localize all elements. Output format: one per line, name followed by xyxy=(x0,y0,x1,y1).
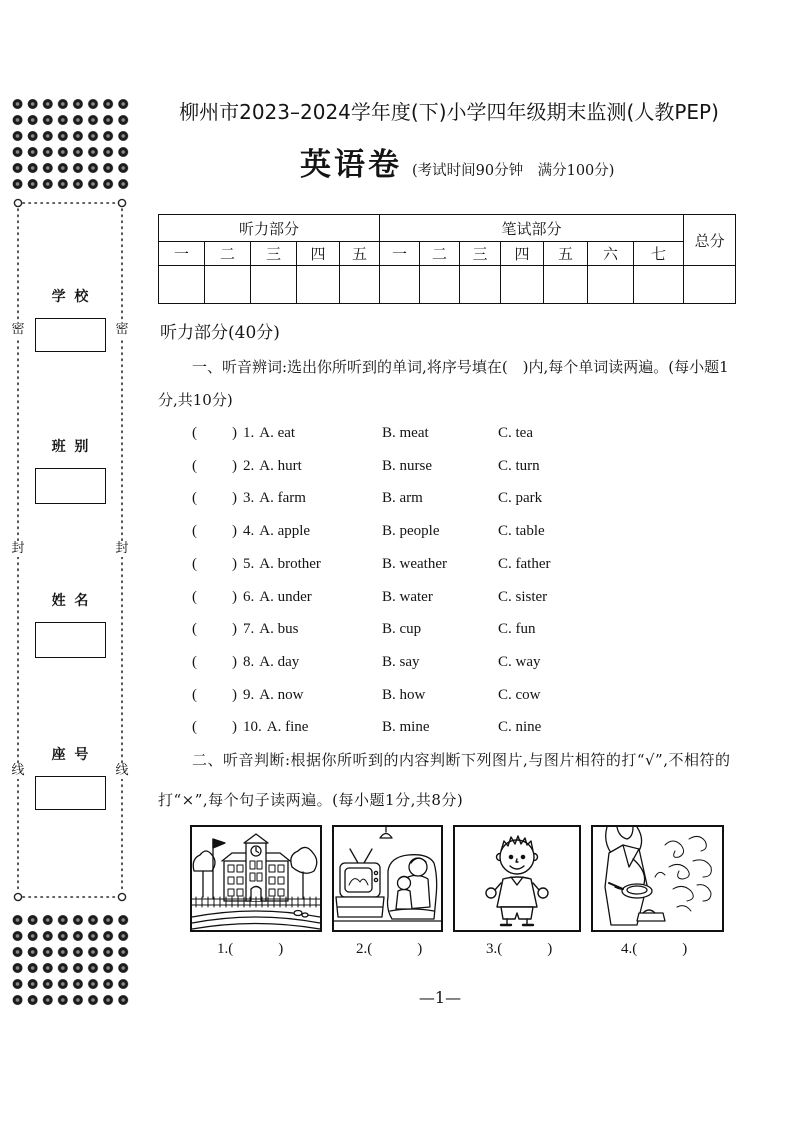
score-cell xyxy=(634,266,684,304)
boy xyxy=(486,836,548,925)
option-b: B. arm xyxy=(382,490,423,507)
answer-bracket-open: ( xyxy=(192,555,197,572)
listening-col-header: 二 xyxy=(205,242,251,266)
writing-col-header: 五 xyxy=(544,242,588,266)
option-b: B. how xyxy=(382,686,426,703)
option-a: A. farm xyxy=(259,490,306,507)
option-c: C. tea xyxy=(498,425,533,441)
option-a: A. day xyxy=(259,653,300,670)
score-entry-row xyxy=(159,266,736,304)
score-cell xyxy=(460,266,501,304)
total-score-cell xyxy=(684,266,736,304)
question-number: 10. xyxy=(243,719,262,736)
listening-col-header: 一 xyxy=(159,242,205,266)
part1-instruction: 一、听音辨词:选出你所听到的单词,将序号填在( )内,每个单词读两遍。(每小题1分,共10分) xyxy=(158,358,729,409)
flag xyxy=(213,839,225,899)
question-number: 4. xyxy=(243,523,255,540)
woman-cooking xyxy=(605,827,647,925)
question-number-and-option-a xyxy=(243,450,302,483)
writing-col-header: 一 xyxy=(380,242,420,266)
question-row xyxy=(0,646,794,679)
answer-bracket-close: ) xyxy=(232,588,237,605)
option-a: A. apple xyxy=(259,523,311,540)
option-a: A. hurt xyxy=(259,457,302,474)
option-a: A. bus xyxy=(259,621,299,638)
answer-bracket-close: ) xyxy=(232,425,237,441)
seal-mark-xian-right: 线 xyxy=(115,763,129,778)
question-row xyxy=(0,581,794,614)
seal-mark-feng-right: 封 xyxy=(115,541,129,556)
clock-icon xyxy=(251,846,261,856)
writing-section-header: 笔试部分 xyxy=(380,215,684,242)
question-row xyxy=(0,482,794,515)
option-b: B. people xyxy=(382,523,440,540)
rocks xyxy=(294,911,308,918)
question-number-and-option-a xyxy=(243,581,312,614)
listening-col-header: 三 xyxy=(251,242,297,266)
picture-4-answer-label: 4.( ) xyxy=(621,941,688,957)
page-number: —1— xyxy=(418,988,462,1007)
question-number: 6. xyxy=(243,588,255,605)
option-c: C. cow xyxy=(498,686,541,703)
television xyxy=(340,849,380,897)
tree-right xyxy=(291,847,317,899)
answer-bracket-open: ( xyxy=(192,588,197,605)
answer-bracket-open: ( xyxy=(192,621,197,638)
picture-1-answer-label: 1.( ) xyxy=(217,941,284,957)
score-cell xyxy=(501,266,544,304)
question-number-and-option-a xyxy=(243,646,299,679)
writing-col-header: 六 xyxy=(588,242,634,266)
child xyxy=(396,877,412,910)
option-a: A. under xyxy=(259,588,312,605)
question-row xyxy=(0,548,794,581)
score-cell xyxy=(380,266,420,304)
name-label: 姓 名 xyxy=(51,593,91,609)
tree-left xyxy=(193,851,215,897)
question-row xyxy=(0,417,794,450)
answer-bracket-open: ( xyxy=(192,719,197,736)
option-a: A. brother xyxy=(259,555,321,572)
option-c: C. park xyxy=(498,490,543,507)
question-number: 1. xyxy=(243,425,255,441)
writing-col-header: 七 xyxy=(634,242,684,266)
score-cell xyxy=(340,266,380,304)
option-b: B. nurse xyxy=(382,457,432,474)
stove xyxy=(637,910,665,921)
question-number-and-option-a xyxy=(243,679,303,712)
question-row xyxy=(0,450,794,483)
score-cell xyxy=(159,266,205,304)
answer-bracket-open: ( xyxy=(192,653,197,670)
question-row xyxy=(0,515,794,548)
answer-bracket-close: ) xyxy=(232,686,237,703)
picture-3-answer-label: 3.( ) xyxy=(486,941,553,957)
picture-boy xyxy=(453,825,581,932)
option-b: B. say xyxy=(382,653,420,670)
seat-number-label: 座 号 xyxy=(51,747,91,763)
school-field-box xyxy=(35,318,106,352)
subject-title: 英语卷 xyxy=(300,147,402,183)
picture-school xyxy=(190,825,322,932)
answer-bracket-close: ) xyxy=(232,719,237,736)
writing-col-header: 三 xyxy=(460,242,501,266)
question-number-and-option-a xyxy=(243,548,321,581)
answer-bracket-close: ) xyxy=(232,653,237,670)
answer-bracket-open: ( xyxy=(192,425,197,441)
score-table-header-row xyxy=(159,215,736,242)
picture-watching-tv xyxy=(332,825,443,932)
question-row xyxy=(0,613,794,646)
ceiling-lamp xyxy=(380,827,392,838)
question-row xyxy=(0,679,794,712)
class-label: 班 别 xyxy=(51,439,91,455)
score-cell xyxy=(588,266,634,304)
option-c: C. sister xyxy=(498,588,548,605)
question-number-and-option-a xyxy=(243,417,295,450)
listening-col-header: 五 xyxy=(340,242,380,266)
seat-number-field-box xyxy=(35,776,106,810)
smoke xyxy=(655,836,711,911)
option-a: A. eat xyxy=(259,425,296,441)
seal-mark-xian-left: 线 xyxy=(11,763,25,778)
answer-bracket-close: ) xyxy=(232,621,237,638)
question-number: 8. xyxy=(243,653,255,670)
option-b: B. weather xyxy=(382,555,447,572)
option-c: C. fun xyxy=(498,621,536,638)
total-score-header: 总分 xyxy=(684,215,736,266)
question-number-and-option-a xyxy=(243,613,298,646)
option-a: A. fine xyxy=(266,719,309,736)
answer-bracket-close: ) xyxy=(232,523,237,540)
answer-bracket-close: ) xyxy=(232,457,237,474)
picture-cooking xyxy=(591,825,724,932)
question-number: 3. xyxy=(243,490,255,507)
option-c: C. turn xyxy=(498,457,540,474)
tv-cabinet xyxy=(336,897,384,917)
exam-time-and-score-info: (考试时间90分钟 满分100分) xyxy=(412,163,615,179)
answer-bracket-open: ( xyxy=(192,490,197,507)
score-cell xyxy=(420,266,460,304)
answer-bracket-open: ( xyxy=(192,457,197,474)
option-c: C. way xyxy=(498,653,541,670)
question-number: 2. xyxy=(243,457,255,474)
score-table-column-row xyxy=(159,242,736,266)
listening-section-header: 听力部分 xyxy=(159,215,380,242)
option-c: C. nine xyxy=(498,719,542,736)
part2-instruction: 二、听音判断:根据你所听到的内容判断下列图片,与图片相符的打“√”,不相符的打“×”,每个句子读两遍。(每小题1分,共8分) xyxy=(158,751,731,809)
school-label: 学 校 xyxy=(51,289,91,305)
seal-mark-mi-left: 密 xyxy=(11,322,25,337)
answer-bracket-open: ( xyxy=(192,686,197,703)
score-cell xyxy=(251,266,297,304)
option-b: B. meat xyxy=(382,425,429,441)
option-c: C. father xyxy=(498,555,551,572)
seal-mark-mi-right: 密 xyxy=(115,322,129,337)
option-b: B. cup xyxy=(382,621,422,638)
listening-col-header: 四 xyxy=(297,242,340,266)
option-a: A. now xyxy=(259,686,304,703)
writing-col-header: 二 xyxy=(420,242,460,266)
school-building xyxy=(222,834,290,901)
answer-bracket-close: ) xyxy=(232,490,237,507)
score-cell xyxy=(205,266,251,304)
question-number: 9. xyxy=(243,686,255,703)
exam-title: 柳州市2023–2024学年度(下)小学四年级期末监测(人教PEP) xyxy=(179,100,719,124)
answer-bracket-open: ( xyxy=(192,523,197,540)
score-table xyxy=(158,214,736,304)
option-b: B. mine xyxy=(382,719,430,736)
question-number: 7. xyxy=(243,621,255,638)
seal-mark-feng-left: 封 xyxy=(11,541,25,556)
option-c: C. table xyxy=(498,523,545,540)
picture-2-answer-label: 2.( ) xyxy=(356,941,423,957)
fence xyxy=(192,897,320,907)
writing-col-header: 四 xyxy=(501,242,544,266)
part1-question-list xyxy=(0,417,794,747)
score-cell xyxy=(297,266,340,304)
question-number: 5. xyxy=(243,555,255,572)
answer-bracket-close: ) xyxy=(232,555,237,572)
option-b: B. water xyxy=(382,588,433,605)
listening-section-heading: 听力部分(40分) xyxy=(160,323,280,343)
score-cell xyxy=(544,266,588,304)
question-number-and-option-a xyxy=(243,515,310,548)
question-number-and-option-a xyxy=(243,482,306,515)
